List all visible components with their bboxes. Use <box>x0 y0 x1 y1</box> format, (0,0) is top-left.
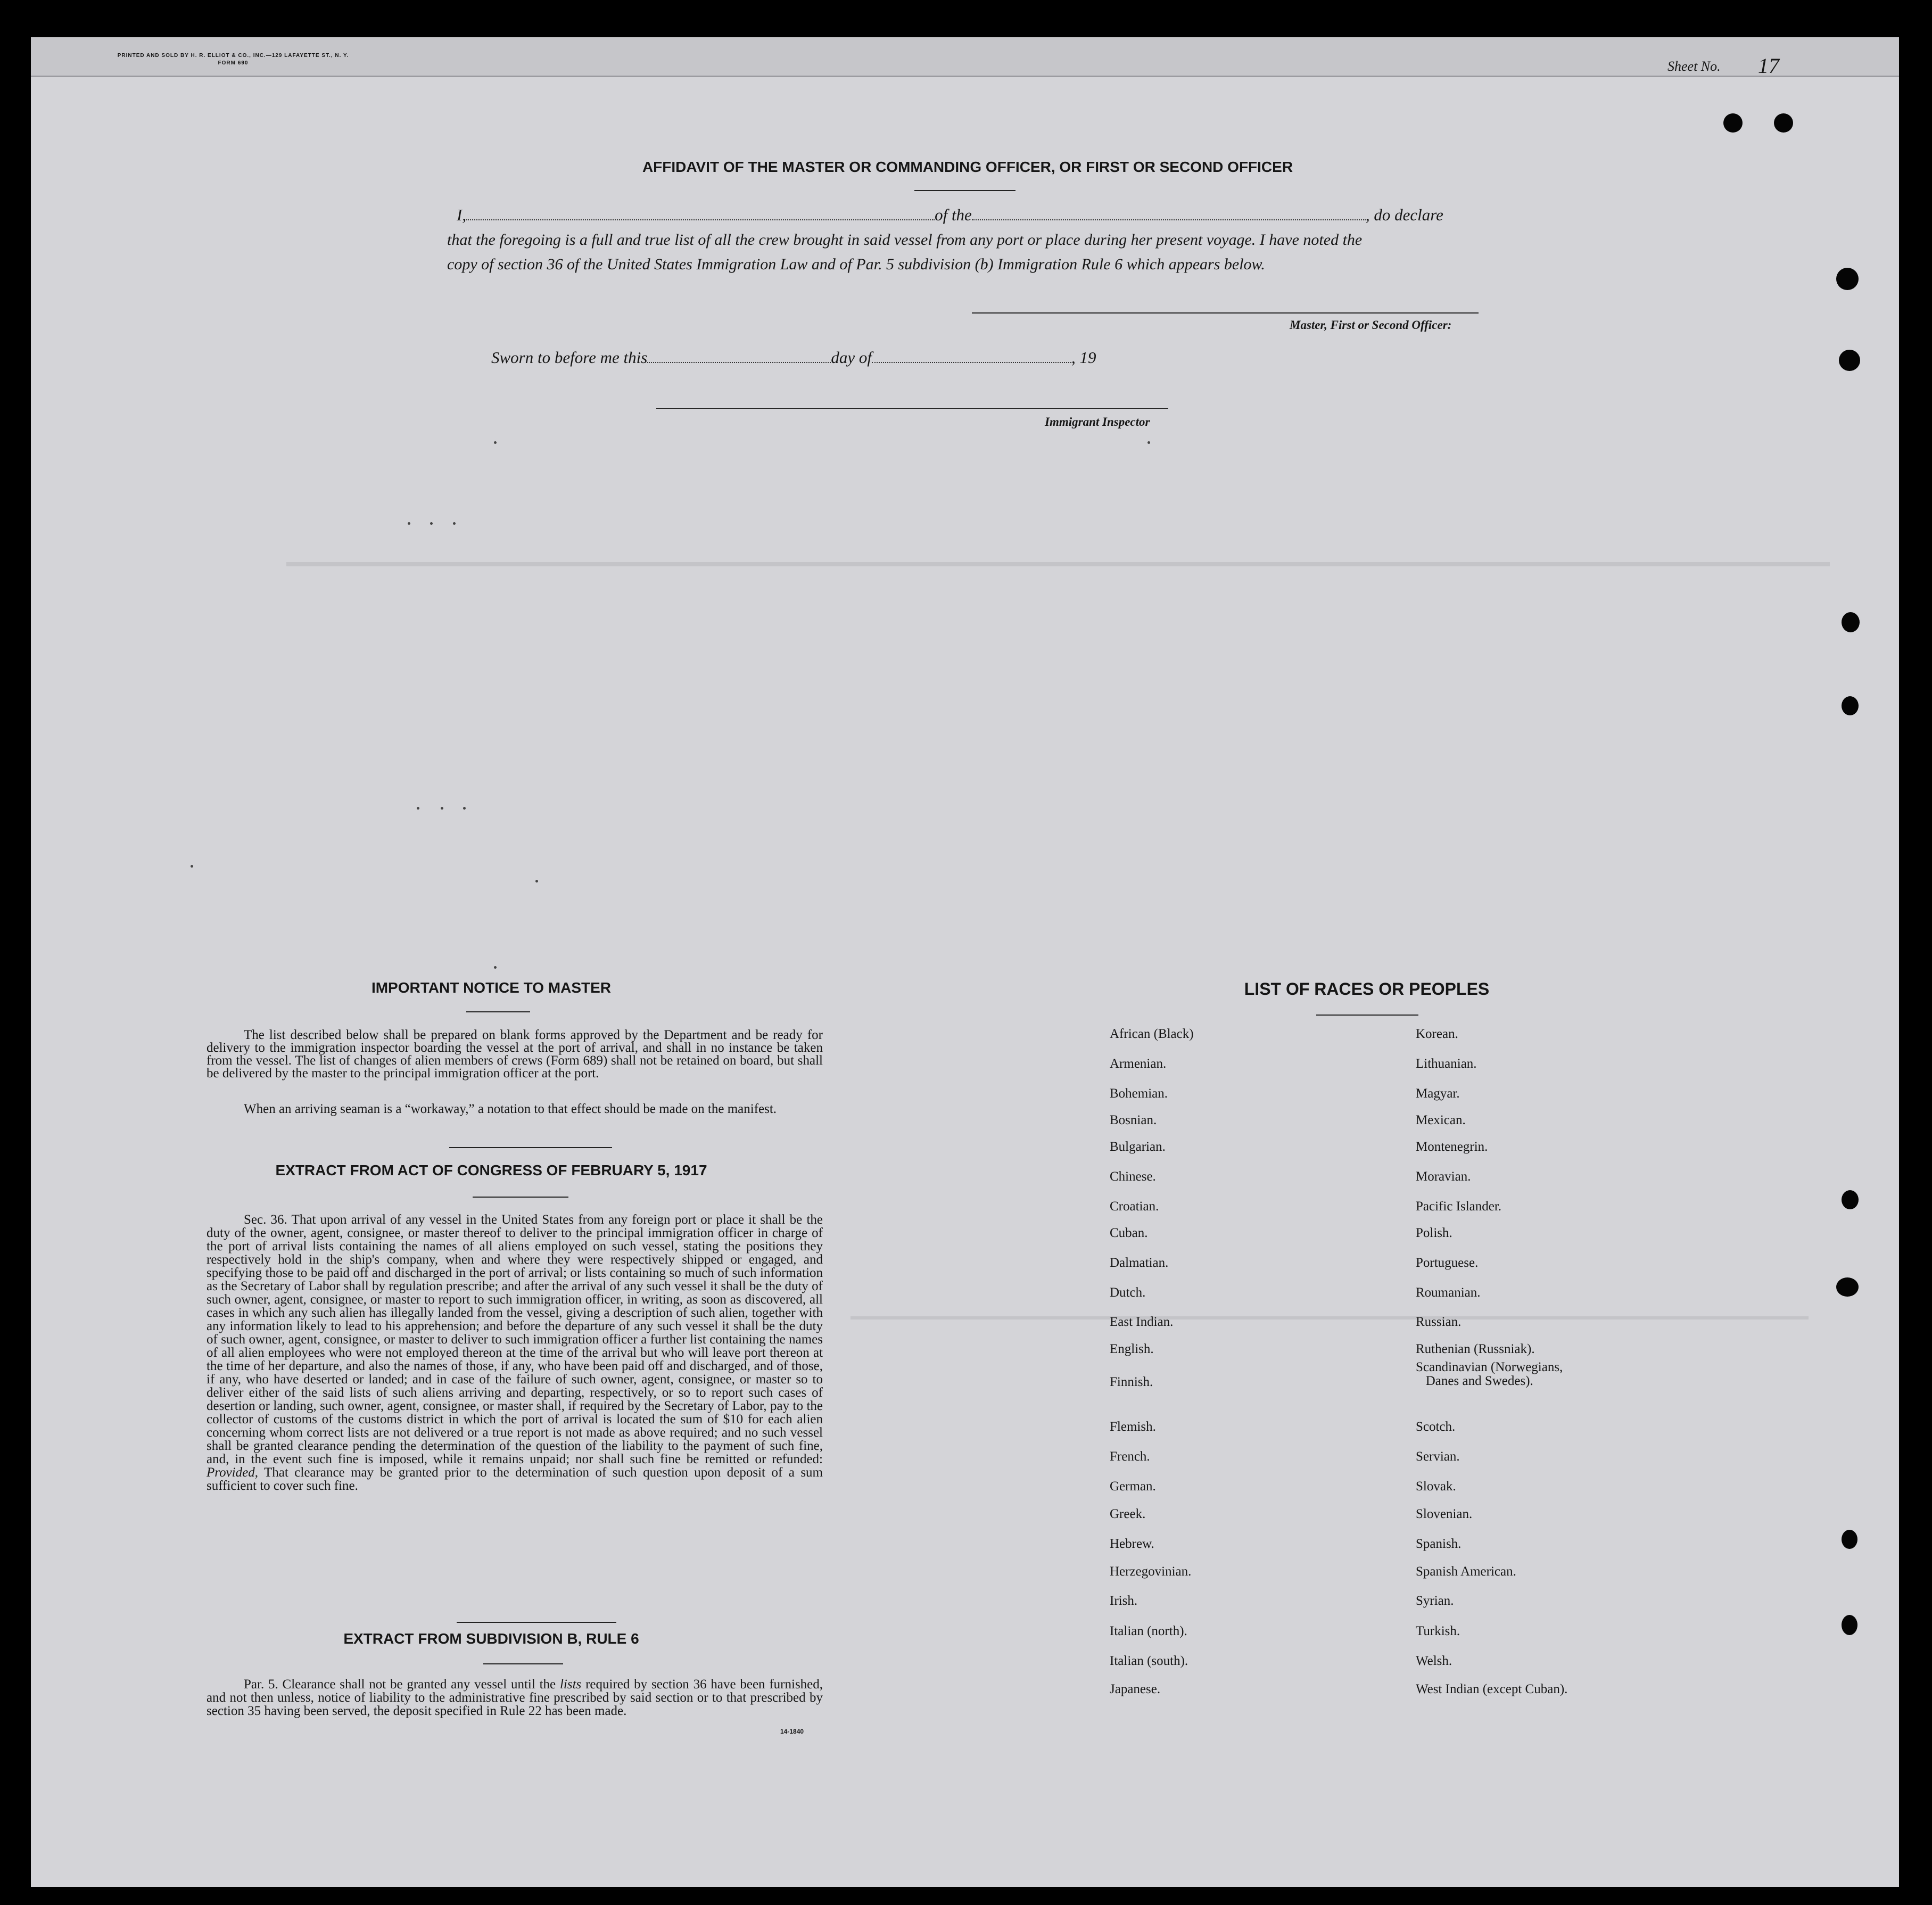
master-signature-label: Master, First or Second Officer: <box>1290 318 1452 332</box>
race-item: Herzegovinian. <box>1110 1564 1192 1579</box>
race-item: Bohemian. <box>1110 1086 1168 1101</box>
divider <box>1316 1015 1418 1016</box>
stray-dot <box>1147 441 1150 444</box>
sheet-number: 17 <box>1758 54 1779 78</box>
race-item: German. <box>1110 1479 1156 1494</box>
race-item: Turkish. <box>1416 1624 1460 1638</box>
printer-imprint: PRINTED AND SOLD BY H. R. ELLIOT & CO., INC.—129 LAFAYETTE ST., N. Y. FORM 690 <box>117 53 349 66</box>
divider <box>914 190 1015 191</box>
stray-dot <box>463 807 466 810</box>
race-item: French. <box>1110 1449 1150 1464</box>
race-item: West Indian (except Cuban). <box>1416 1682 1568 1696</box>
race-item: Bosnian. <box>1110 1113 1157 1127</box>
stray-dot <box>535 880 538 883</box>
race-item: Irish. <box>1110 1594 1138 1608</box>
race-item: Greek. <box>1110 1507 1146 1521</box>
race-item: Croatian. <box>1110 1199 1159 1214</box>
race-item: Armenian. <box>1110 1057 1167 1071</box>
affidavit-title: AFFIDAVIT OF THE MASTER OR COMMANDING OFFICER, OR FIRST OR SECOND OFFICER <box>642 159 1293 175</box>
sec-label: Sec. 36. <box>244 1213 287 1227</box>
race-item: Dalmatian. <box>1110 1256 1169 1270</box>
race-item: Chinese. <box>1110 1169 1156 1184</box>
stray-dot <box>191 865 193 868</box>
binder-hole <box>1842 1615 1857 1635</box>
race-item: Scandinavian (Norwegians, Danes and Swedes). <box>1416 1360 1563 1388</box>
races-title: LIST OF RACES OR PEOPLES <box>1244 979 1490 999</box>
stray-dot <box>430 522 433 525</box>
divider <box>473 1197 568 1198</box>
race-item: Syrian. <box>1416 1594 1454 1608</box>
race-item: Polish. <box>1416 1226 1452 1240</box>
inspector-label: Immigrant Inspector <box>1045 415 1150 428</box>
race-item: Roumanian. <box>1416 1285 1481 1300</box>
binder-hole <box>1842 1530 1857 1549</box>
notice-para-2: When an arriving seaman is a “workaway,” a notation to that effect should be made on the manifest. <box>244 1102 777 1116</box>
race-item: Lithuanian. <box>1416 1057 1477 1071</box>
lists-word: lists <box>559 1677 582 1692</box>
stray-dot <box>417 807 419 810</box>
race-item: Servian. <box>1416 1449 1460 1464</box>
declaration-line: I, of the , do declare <box>457 205 1443 224</box>
race-item: Ruthenian (Russniak). <box>1416 1342 1535 1356</box>
race-item: Italian (south). <box>1110 1654 1188 1668</box>
race-item: Pacific Islander. <box>1416 1199 1502 1214</box>
binder-hole <box>1842 1190 1859 1209</box>
race-item: Hebrew. <box>1110 1537 1154 1551</box>
divider <box>449 1147 612 1148</box>
race-item: Slovak. <box>1416 1479 1456 1494</box>
form-code: 14-1840 <box>780 1728 804 1735</box>
vessel-name-blank[interactable] <box>972 219 1366 220</box>
rule6-text: Par. 5. Clearance shall not be granted any vessel until the lists required by section 36 have been furnished, and not then unless, notice of liability to the administrative fine prescribed by said section or to that prescribed by section 35 having been served, the deposit specified in Rule 22 has been made. <box>207 1677 823 1718</box>
binder-hole <box>1836 268 1859 290</box>
day-blank[interactable] <box>647 361 831 363</box>
race-item: Russian. <box>1416 1315 1462 1329</box>
race-item: Spanish. <box>1416 1537 1462 1551</box>
declaration-body-1: that the foregoing is a full and true list of all the crew brought in said vessel from any port or place during her present voyage. I have noted the <box>447 231 1363 249</box>
race-item: Slovenian. <box>1416 1507 1473 1521</box>
race-item: Spanish American. <box>1416 1564 1516 1579</box>
race-item: Mexican. <box>1416 1113 1466 1127</box>
stray-dot <box>453 522 456 525</box>
race-item: Moravian. <box>1416 1169 1471 1184</box>
rule6-title: EXTRACT FROM SUBDIVISION B, RULE 6 <box>343 1630 639 1647</box>
race-item: Portuguese. <box>1416 1256 1479 1270</box>
binder-hole <box>1842 696 1859 715</box>
notice-title: IMPORTANT NOTICE TO MASTER <box>371 979 612 996</box>
race-item: Cuban. <box>1110 1226 1148 1240</box>
divider <box>483 1663 563 1664</box>
race-item: Welsh. <box>1416 1654 1452 1668</box>
race-item: Magyar. <box>1416 1086 1460 1101</box>
binder-hole <box>1836 1277 1859 1297</box>
race-item: Finnish. <box>1110 1375 1153 1389</box>
faint-bleed <box>851 1316 1809 1320</box>
race-item: African (Black) <box>1110 1027 1194 1041</box>
binder-hole <box>1774 113 1793 133</box>
notice-para-1: The list described below shall be prepared on blank forms approved by the Department and be ready for delivery to the immigration inspector boarding the vessel at the port of arrival, and shall in no instance be taken from the vessel. The list of changes of alien members of crews (Form 689) shall not be retained on board, but shall be delivered by the master to the principal immigration officer at the port. <box>207 1028 823 1081</box>
sheet-label: Sheet No. <box>1667 59 1721 74</box>
sworn-line: Sworn to before me this day of , 19 <box>491 348 1096 367</box>
race-item: East Indian. <box>1110 1315 1174 1329</box>
race-item: Flemish. <box>1110 1420 1156 1434</box>
race-item: Italian (north). <box>1110 1624 1187 1638</box>
master-name-blank[interactable] <box>466 219 935 220</box>
stray-dot <box>494 441 497 444</box>
race-item: Bulgarian. <box>1110 1140 1166 1154</box>
race-item: Dutch. <box>1110 1285 1146 1300</box>
form-page <box>31 37 1899 1887</box>
binder-hole <box>1842 612 1860 632</box>
binder-hole <box>1723 113 1743 133</box>
divider <box>466 1011 530 1012</box>
stray-dot <box>408 522 410 525</box>
race-item: Scotch. <box>1416 1420 1456 1434</box>
declaration-body-2: copy of section 36 of the United States Immigration Law and of Par. 5 subdivision (b) Immigration Rule 6 which appears below. <box>447 255 1265 273</box>
race-item: Montenegrin. <box>1416 1140 1488 1154</box>
race-item: Korean. <box>1416 1027 1458 1041</box>
act-title: EXTRACT FROM ACT OF CONGRESS OF FEBRUARY 5, 1917 <box>275 1162 707 1178</box>
month-blank[interactable] <box>872 361 1071 363</box>
provided-word: Provided, <box>207 1465 258 1480</box>
binder-hole <box>1839 350 1860 371</box>
divider <box>457 1622 616 1623</box>
inspector-signature-line[interactable] <box>656 408 1168 409</box>
master-signature-line[interactable] <box>972 312 1479 314</box>
stray-dot <box>494 966 497 969</box>
faint-bleed <box>286 562 1830 566</box>
act-text: Sec. 36. That upon arrival of any vessel in the United States from any foreign port or place it shall be the duty of the owner, agent, consignee, or master thereof to deliver to the principal immigration officer in charge of the port of arrival lists containing the names of all aliens employed on such vessel, stating the positions they respectively hold in the ship's company, when and where they were respectively shipped or engaged, and specifying those to be paid off and discharged in the port of arrival; or lists containing so much of such information as the Secretary of Labor shall by regulation prescribe; and after the arrival of any such vessel it shall be the duty of such owner, agent, consignee, or master to report to such immigration officer, in writing, as soon as discovered, all cases in which any such alien has illegally landed from the vessel, giving a description of such alien, together with any information likely to lead to his apprehension; and before the departure of any such vessel it shall be the duty of such owner, agent, consignee, or master to deliver to such immigration officer a further list containing the names of all alien employees who were not employed thereon at the time of the arrival but who will leave port thereon at the time of her departure, and also the names of those, if any, who have been paid off and discharged, and of those, if any, who have deserted or landed; and in case of the failure of such owner, agent, consignee, or master so to deliver either of the said lists of such aliens arriving and departing, respectively, or so to report such cases of desertion or landing, such owner, agent, consignee, or master shall, if required by the Secretary of Labor, pay to the collector of customs of the customs district in which the port of arrival is located the sum of $10 for each alien concerning whom correct lists are not delivered or a true report is not made as above required; and no such vessel shall be granted clearance pending the determination of the question of the liability to the payment of such fine, and, in the event such fine is imposed, while it remains unpaid; nor shall such fine be remitted or refunded: Provided, That clearance may be granted prior to the determination of such question upon deposit of a sum sufficient to cover such fine. <box>207 1213 823 1493</box>
stray-dot <box>441 807 443 810</box>
race-item: English. <box>1110 1342 1154 1356</box>
race-item: Japanese. <box>1110 1682 1161 1696</box>
